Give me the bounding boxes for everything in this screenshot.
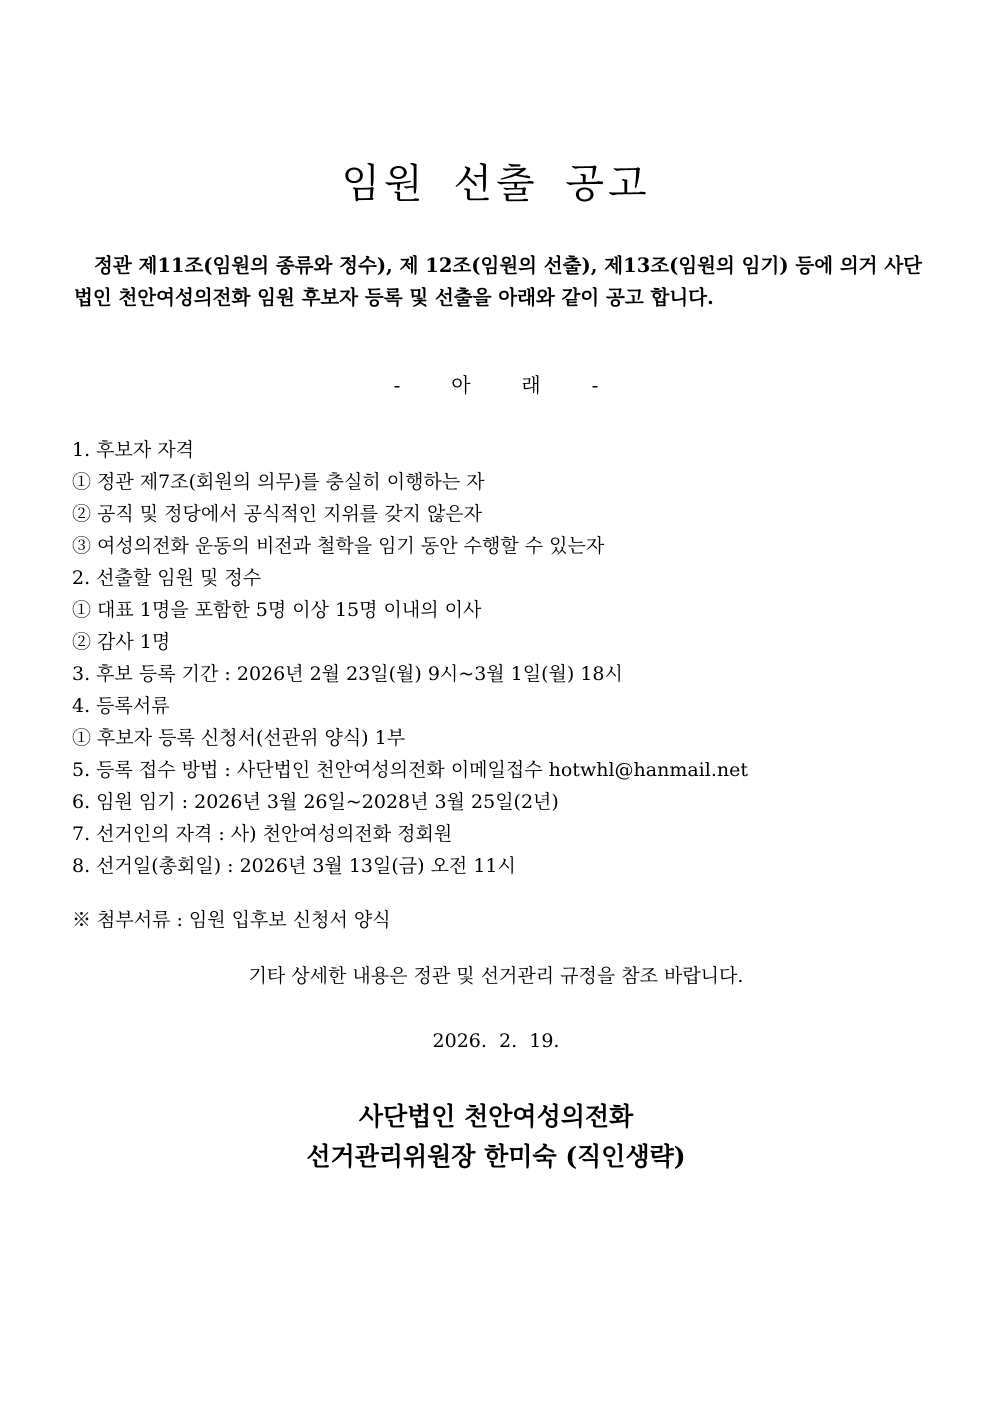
reference-note: 기타 상세한 내용은 정관 및 선거관리 규정을 참조 바랍니다. [248, 965, 744, 987]
list-item: ① 후보자 등록 신청서(선관위 양식) 1부 [72, 727, 406, 749]
list-item: ② 감사 1명 [72, 631, 171, 653]
organization-name: 사단법인 천안여성의전화 [358, 1102, 634, 1131]
list-item: 1. 후보자 자격 [72, 439, 194, 461]
list-item: 6. 임원 임기 : 2026년 3월 26일~2028년 3월 25일(2년) [72, 791, 559, 813]
list-item: 7. 선거인의 자격 : 사) 천안여성의전화 정회원 [72, 823, 453, 845]
list-item: 5. 등록 접수 방법 : 사단법인 천안여성의전화 이메일접수 hotwhl@hanmail.net [72, 759, 748, 781]
list-item: 4. 등록서류 [72, 695, 170, 717]
intro-paragraph [74, 250, 922, 314]
list-item: 2. 선출할 임원 및 정수 [72, 567, 262, 589]
page-title: 임원 선출 공고 [341, 161, 651, 207]
committee-chair: 선거관리위원장 한미숙 (직인생략) [306, 1142, 686, 1171]
intro-text: 정관 제11조(임원의 종류와 정수), 제 12조(임원의 선출), 제13조(임원의 임기) 등에 의거 사단법인 천안여성의전화 임원 후보자 등록 및 선출을 아래와 같이 공고 합니다. [74, 254, 922, 309]
list-item: ① 대표 1명을 포함한 5명 이상 15명 이내의 이사 [72, 599, 482, 621]
list-item: ① 정관 제7조(회원의 의무)를 충실히 이행하는 자 [72, 471, 485, 493]
section-separator: - 아 래 - [393, 373, 599, 397]
list-item: 3. 후보 등록 기간 : 2026년 2월 23일(월) 9시~3월 1일(월) 18시 [72, 663, 623, 685]
notice-items-list [72, 434, 932, 882]
list-item: 8. 선거일(총회일) : 2026년 3월 13일(금) 오전 11시 [72, 855, 516, 877]
notice-date: 2026. 2. 19. [432, 1030, 560, 1052]
list-item: ② 공직 및 정당에서 공식적인 지위를 갖지 않은자 [72, 503, 483, 525]
attachment-note: ※ 첨부서류 : 임원 입후보 신청서 양식 [72, 909, 391, 931]
list-item: ③ 여성의전화 운동의 비전과 철학을 임기 동안 수행할 수 있는자 [72, 535, 605, 557]
